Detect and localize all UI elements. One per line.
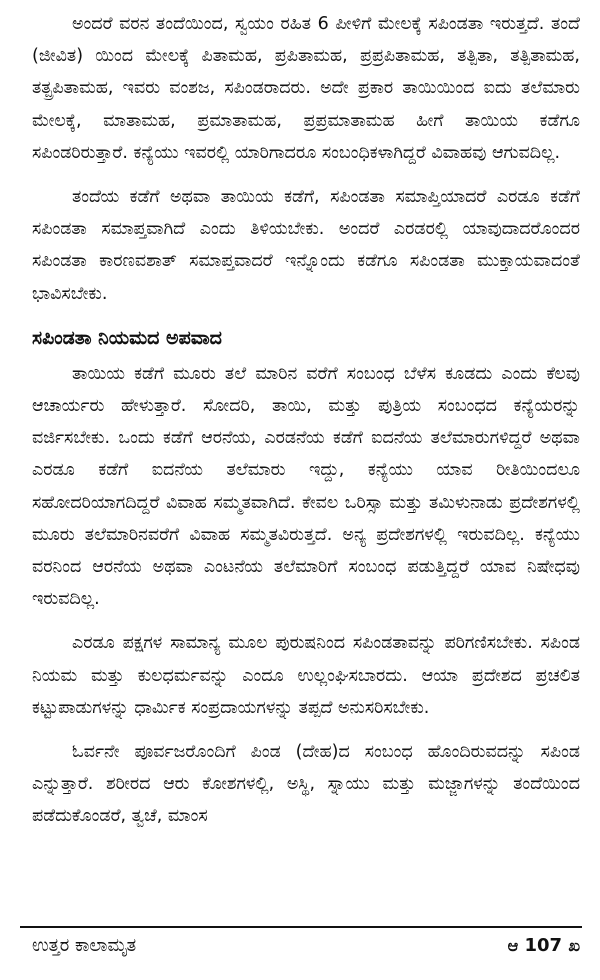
section-heading: ಸಪಿಂಡತಾ ನಿಯಮದ ಅಪವಾದ <box>32 326 222 349</box>
paragraph-3: ತಾಯಿಯ ಕಡೆಗೆ ಮೂರು ತಲೆ ಮಾರಿನ ವರೆಗೆ ಸಂಬಂಧ ಬೆಳೆಸ ಕೂಡದು ಎಂದು ಕೆಲವು ಆಚಾರ್ಯರು ಹೇಳುತ್ತಾರೆ. ಸೋದರಿ, ತಾಯಿ, ಮತ್ತು ಪುತ್ರಿಯ ಸಂಬಂಧದ ಕನ್ಯೆಯರನ್ನು ವರ್ಜಿಸಬೇಕು. ಒಂದು ಕಡೆಗೆ ಆರನೆಯ, ಎರಡನೆಯ ಕಡೆಗೆ ಐದನೆಯ ತಲೆಮಾರುಗಳಿದ್ದರೆ ಅಥವಾ ಎರಡೂ ಕಡೆಗೆ ಐದನೆಯ ತಲೆಮಾರು ಇದ್ದು, ಕನ್ಯೆಯು ಯಾವ ರೀತಿಯಿಂದಲೂ ಸಹೋದರಿಯಾಗದಿದ್ದರೆ ವಿವಾಹ ಸಮ್ಮತವಾಗಿದೆ. ಕೇವಲ ಒರಿಸ್ಸಾ ಮತ್ತು ತಮಿಳುನಾಡು ಪ್ರದೇಶಗಳಲ್ಲಿ ಮೂರು ತಲೆಮಾರಿನವರೆಗೆ ವಿವಾಹ ಸಮ್ಮತವಿರುತ್ತದೆ. ಅನ್ಯ ಪ್ರದೇಶಗಳಲ್ಲಿ ಇರುವದಿಲ್ಲ. ಕನ್ಯೆಯು ವರನಿಂದ ಆರನೆಯ ಅಥವಾ ಎಂಟನೆಯ ತಲೆಮಾರಿಗೆ ಸಂಬಂಧ ಪಡುತ್ತಿದ್ದರೆ ಯಾವ ನಿಷೇಧವು ಇರುವದಿಲ್ಲ. <box>32 363 580 610</box>
page-number-block <box>508 932 580 960</box>
paragraph-5: ಓರ್ವನೇ ಪೂರ್ವಜರೊಂದಿಗೆ ಪಿಂಡ (ದೇಹ)ದ ಸಂಬಂಧ ಹೊಂದಿರುವದನ್ನು ಸಪಿಂಡ ಎನ್ನುತ್ತಾರೆ. ಶರೀರದ ಆರು ಕೋಶಗಳಲ್ಲಿ, ಅಸ್ಥಿ, ಸ್ನಾಯು ಮತ್ತು ಮಜ್ಜಾಗಳನ್ನು ತಂದೆಯಿಂದ ಪಡೆದುಕೊಂಡರೆ, ತ್ವಚೆ, ಮಾಂಸ <box>32 742 580 827</box>
page-number: 107 <box>524 935 563 956</box>
paragraph-2: ತಂದೆಯ ಕಡೆಗೆ ಅಥವಾ ತಾಯಿಯ ಕಡೆಗೆ, ಸಪಿಂಡತಾ ಸಮಾಪ್ತಿಯಾದರೆ ಎರಡೂ ಕಡೆಗೆ ಸಪಿಂಡತಾ ಸಮಾಪ್ತವಾಗಿದೆ ಎಂದು ತಿಳಿಯಬೇಕು. ಅಂದರೆ ಎರಡರಲ್ಲಿ ಯಾವುದಾದರೊಂದರ ಸಪಿಂಡತಾ ಕಾರಣವಶಾತ್ ಸಮಾಪ್ತವಾದರೆ ಇನ್ನೊಂದು ಕಡೆಗೂ ಸಪಿಂಡತಾ ಮುಕ್ತಾಯವಾದಂತೆ ಭಾವಿಸಬೇಕು. <box>32 187 580 304</box>
book-title: ಉತ್ತರ ಕಾಲಾಮೃತ <box>32 935 137 956</box>
paragraph-1: ಅಂದರೆ ವರನ ತಂದೆಯಿಂದ, ಸ್ವಯಂ ರಹಿತ 6 ಪೀಳಿಗೆ ಮೇಲಕ್ಕೆ ಸಪಿಂಡತಾ ಇರುತ್ತದೆ. ತಂದೆ (ಜೀವಿತ) ಯಿಂದ ಮೇಲಕ್ಕೆ ಪಿತಾಮಹ, ಪ್ರಪಿತಾಮಹ, ಪ್ರಪ್ರಪಿತಾಮಹ, ತತ್ಪಿತಾ, ತತ್ಪಿತಾಮಹ, ತತ್ಪ್ರಪಿತಾಮಹ, ಇವರು ವಂಶಜ, ಸಪಿಂಡರಾದರು. ಅದೇ ಪ್ರಕಾರ ತಾಯಿಯಿಂದ ಐದು ತಲೆಮಾರು ಮೇಲಕ್ಕೆ, ಮಾತಾಮಹ, ಪ್ರಮಾತಾಮಹ, ಪ್ರಪ್ರಮಾತಾಮಹ ಹೀಗೆ ತಾಯಿಯ ಕಡೆಗೂ ಸಪಿಂಡರಿರುತ್ತಾರೆ. ಕನ್ಯೆಯು ಇವರಲ್ಲಿ ಯಾರಿಗಾದರೂ ಸಂಬಂಧಿಕಳಾಗಿದ್ದರೆ ವಿವಾಹವು ಆಗುವದಿಲ್ಲ. <box>32 14 580 163</box>
ornament-right-icon: ಖ <box>568 936 580 955</box>
footer-rule <box>20 926 582 928</box>
paragraph-4: ಎರಡೂ ಪಕ್ಷಗಳ ಸಾಮಾನ್ಯ ಮೂಲ ಪುರುಷನಿಂದ ಸಪಿಂಡತಾವನ್ನು ಪರಿಗಣಿಸಬೇಕು. ಸಪಿಂಡ ನಿಯಮ ಮತ್ತು ಕುಲಧರ್ಮವನ್ನು ಎಂದೂ ಉಲ್ಲಂಘಿಸಬಾರದು. ಆಯಾ ಪ್ರದೇಶದ ಪ್ರಚಲಿತ ಕಟ್ಟುಪಾಡುಗಳನ್ನು ಧಾರ್ಮಿಕ ಸಂಪ್ರದಾಯಗಳನ್ನು ತಪ್ಪದೆ ಅನುಸರಿಸಬೇಕು. <box>32 633 580 718</box>
page-body <box>32 8 580 845</box>
ornament-left-icon: ಆ <box>507 936 519 955</box>
